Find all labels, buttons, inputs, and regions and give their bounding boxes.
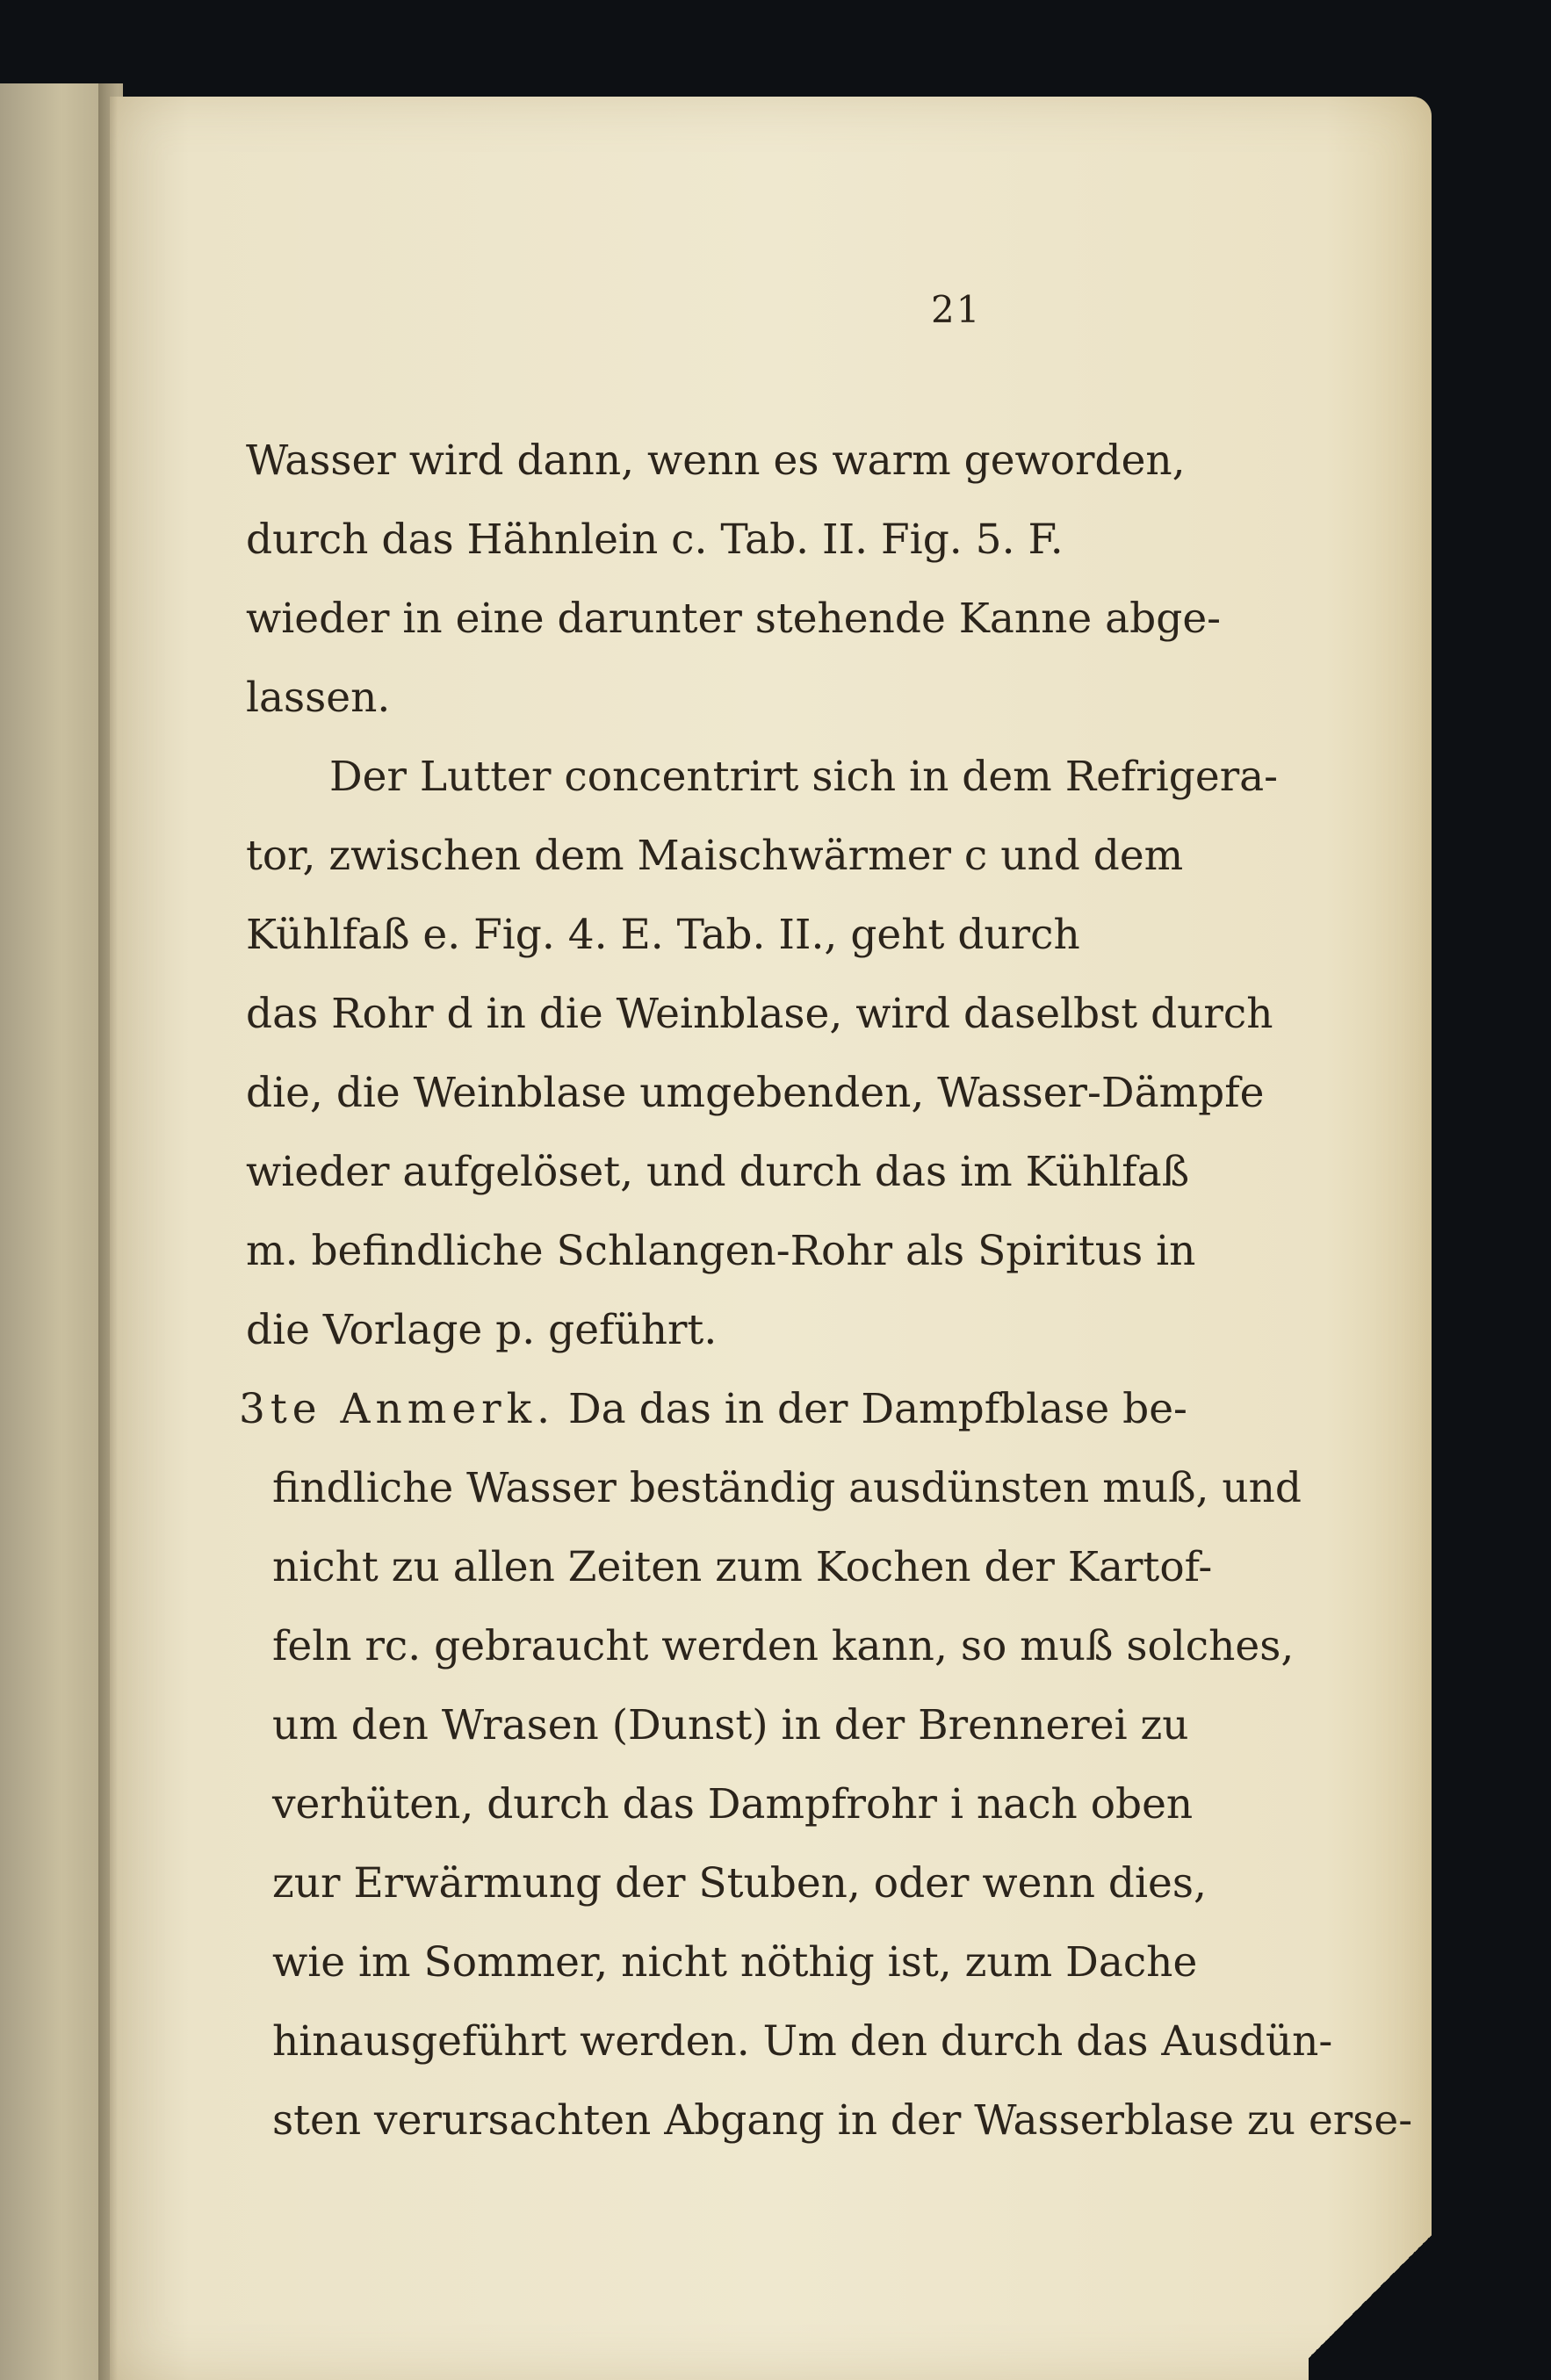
- torn-page-corner: [1309, 2213, 1432, 2380]
- note-line: sten verursachten Abgang in der Wasserblase zu erse-: [272, 2096, 1413, 2145]
- note-line: feln rc. gebraucht werden kann, so muß solches,: [272, 1622, 1295, 1670]
- text-line: die, die Weinblase umgebenden, Wasser-Dämpfe: [246, 1069, 1265, 1117]
- note-line: hinausgeführt werden. Um den durch das Ausdün-: [272, 2017, 1333, 2066]
- text-line: lassen.: [246, 674, 391, 722]
- text-line: wieder aufgelöset, und durch das im Kühlfaß: [246, 1148, 1190, 1196]
- note-line: um den Wrasen (Dunst) in der Brennerei zu: [272, 1701, 1189, 1749]
- note-line: verhüten, durch das Dampfrohr i nach oben: [272, 1780, 1194, 1828]
- note-label: 3te Anmerk.: [239, 1385, 556, 1433]
- body-text: [246, 422, 1279, 1370]
- text-line: m. befindliche Schlangen-Rohr als Spiritus in: [246, 1227, 1196, 1275]
- text-line: durch das Hähnlein c. Tab. II. Fig. 5. F.: [246, 516, 1064, 564]
- text-line: tor, zwischen dem Maischwärmer c und dem: [246, 832, 1184, 880]
- text-line: Der Lutter concentrirt sich in dem Refrigera-: [329, 753, 1279, 801]
- text-line: Wasser wird dann, wenn es warm geworden,: [246, 436, 1186, 485]
- note-paragraph: [239, 1370, 1413, 2160]
- book-gutter: [98, 83, 118, 2380]
- note-line: zur Erwärmung der Stuben, oder wenn dies,: [272, 1859, 1207, 1908]
- note-line: nicht zu allen Zeiten zum Kochen der Kartof-: [272, 1543, 1213, 1591]
- text-line: wieder in eine darunter stehende Kanne abge-: [246, 595, 1222, 643]
- text-line: die Vorlage p. geführt.: [246, 1306, 718, 1354]
- text-line: Kühlfaß e. Fig. 4. E. Tab. II., geht durch: [246, 911, 1080, 959]
- note-first-line: [239, 1370, 1187, 1449]
- note-line: wie im Sommer, nicht nöthig ist, zum Dache: [272, 1938, 1198, 1987]
- note-first-text: Da das in der Dampfblase be-: [567, 1385, 1187, 1433]
- text-line: das Rohr d in die Weinblase, wird daselbst durch: [246, 990, 1273, 1038]
- page-number: 21: [931, 288, 982, 331]
- note-line: findliche Wasser beständig ausdünsten muß, und: [272, 1464, 1302, 1512]
